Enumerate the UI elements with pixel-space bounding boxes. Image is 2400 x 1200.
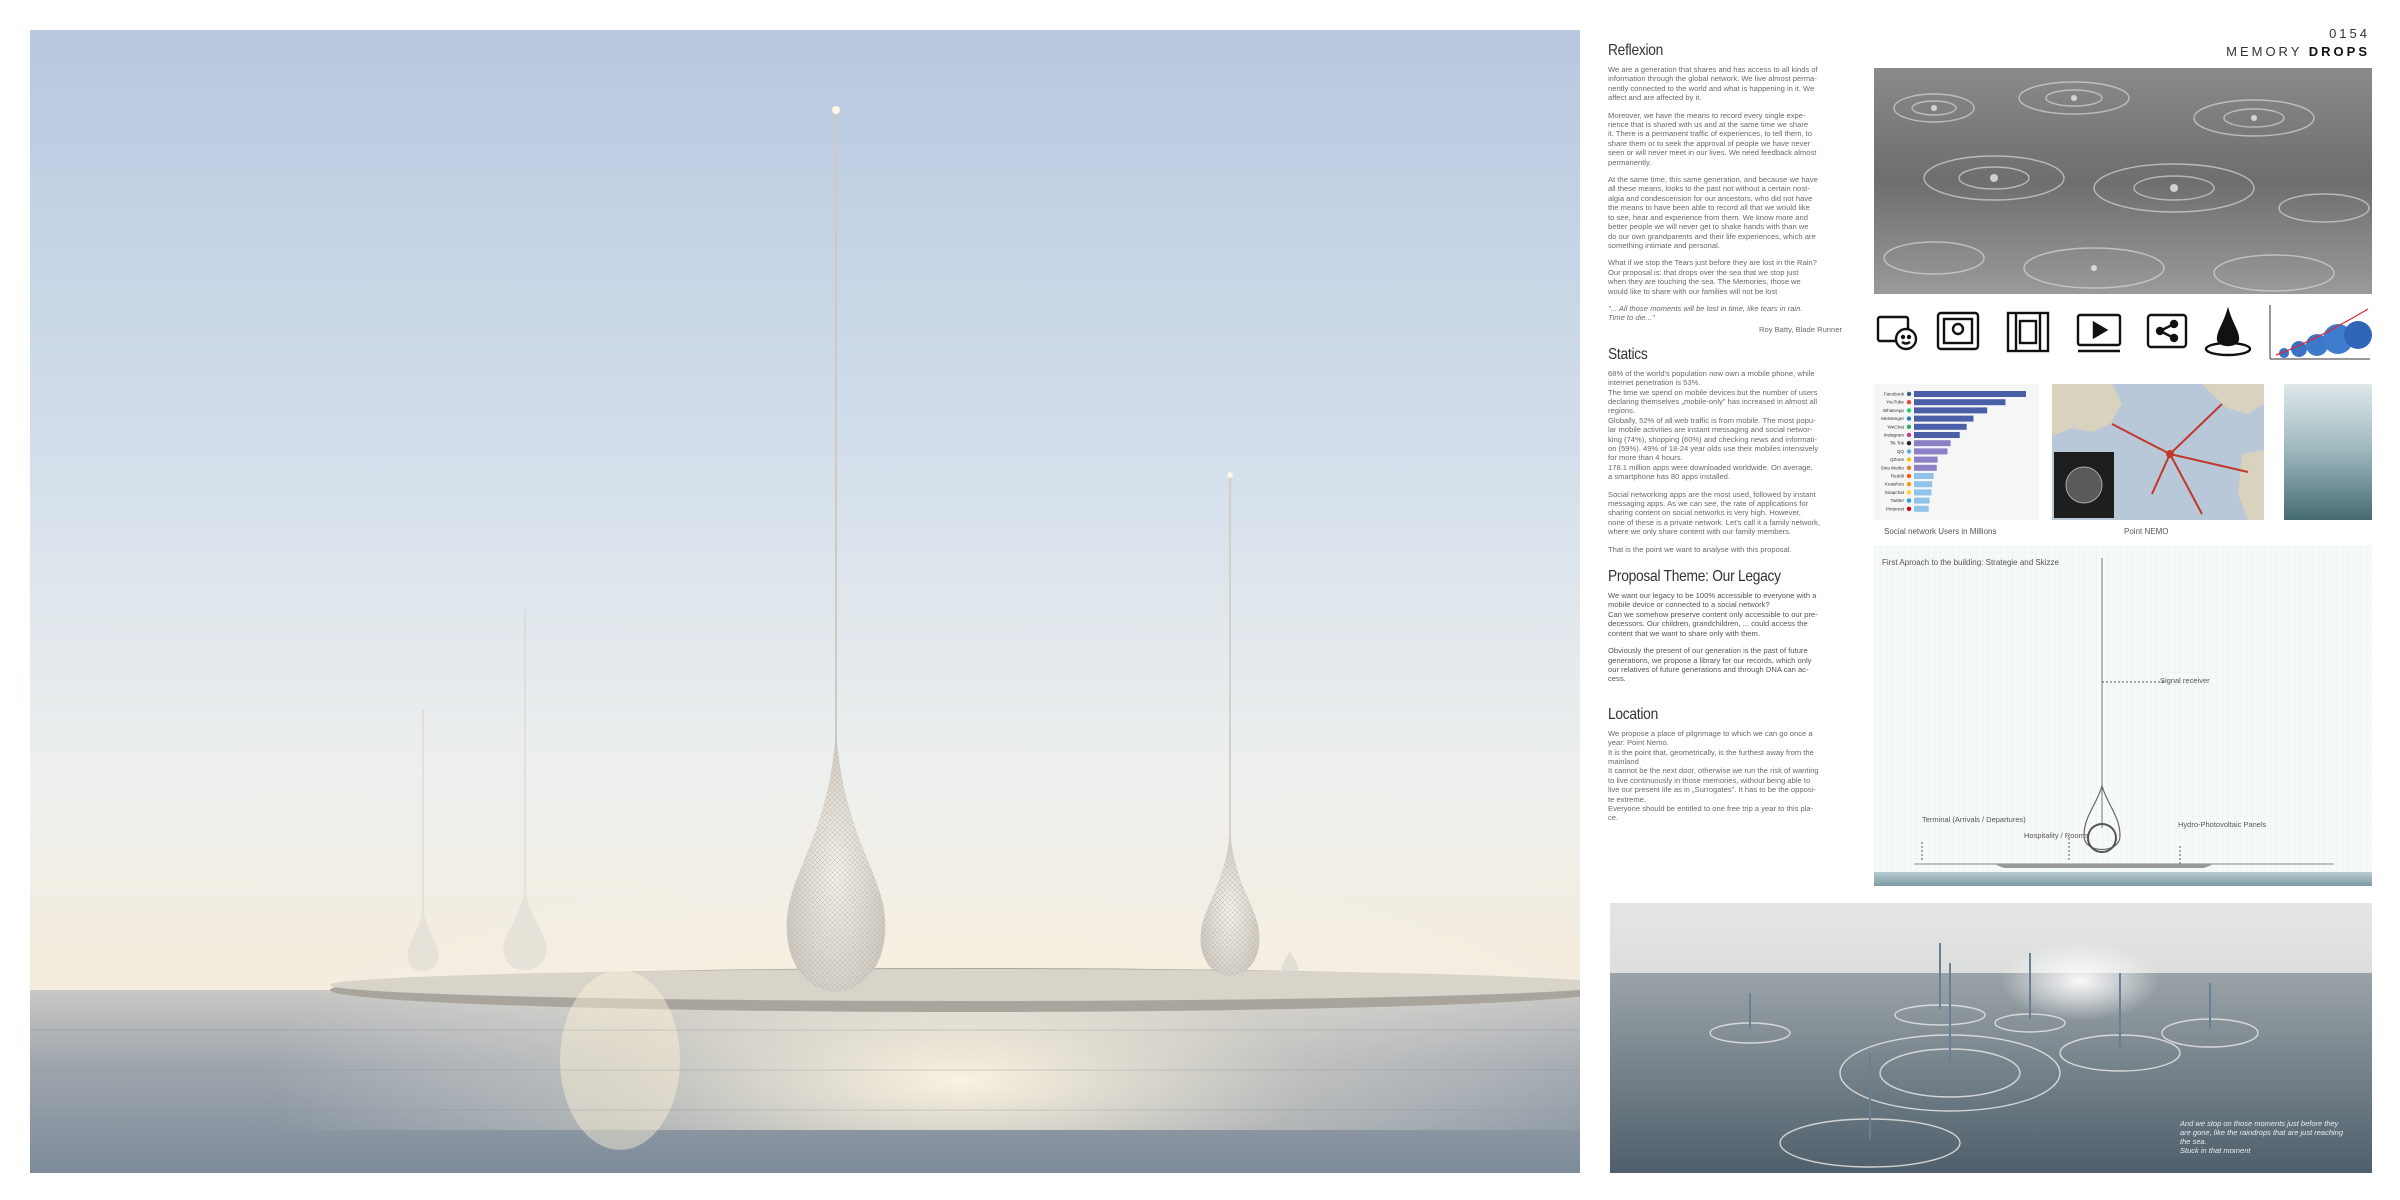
bar-logo-dot bbox=[1907, 490, 1911, 494]
globe-growth-chart-icon bbox=[2270, 305, 2372, 359]
bar-logo-dot bbox=[1907, 498, 1911, 502]
title-bold: DROPS bbox=[2308, 44, 2370, 59]
bar bbox=[1914, 457, 1938, 463]
bottom-render-caption: And we stop on those moments just before they are gone, like the raindrops that are just reaching the sea. Stuck in that moment bbox=[2180, 1119, 2344, 1155]
theme-p2: Obviously the present of our generation is the past of future generations, we propose a library for our records, which only our relatives of future generations and through DNA can ac- cess. bbox=[1608, 646, 1812, 684]
statics-p2: Social networking apps are the most used, followed by instant messaging apps. As we can see, the rate of applications for sharing content on social networks is very high. However, none of these is a private network. Let's call it a family network, where we only share content with our family members. bbox=[1608, 489, 1821, 537]
bar-label: QQ bbox=[1896, 448, 1904, 454]
reflexion-p1: We are a generation that shares and has access to all kinds of information through the global network. We live almost perma- nently connected to the world and what is happening in it. We affect and are affected by it. bbox=[1608, 65, 1818, 103]
bar bbox=[1914, 448, 1947, 454]
hero-render-image bbox=[30, 30, 1580, 1173]
bar bbox=[1914, 432, 1960, 438]
bar bbox=[1914, 489, 1931, 495]
statics-heading: Statics bbox=[1608, 345, 1648, 363]
bar bbox=[1914, 465, 1937, 471]
bar bbox=[1914, 506, 1929, 512]
location-p1: We propose a place of pilgrimage to which we can go once a year: Point Nemo. It is the point that, geometrically, is the furthest away from the mainland It cannot be the next door, otherwise we run the risk of wanting to live continuously in those memories, without being able to live our present life as in „Surrogates". It has to be the opposi- te extreme. Everyone should be entitled to one free trip a year to this pla- ce. bbox=[1608, 728, 1819, 823]
project-number: 0154 bbox=[2329, 26, 2370, 41]
bar-logo-dot bbox=[1907, 457, 1911, 461]
section-title: First Aproach to the building: Strategie and Skizze bbox=[1882, 558, 2059, 567]
point-nemo-map bbox=[2052, 384, 2264, 520]
bar-label: Snapchat bbox=[1884, 489, 1904, 495]
bar-label: WeChat bbox=[1887, 424, 1904, 430]
bar-label: Reddit bbox=[1890, 473, 1904, 479]
bar-chart-svg bbox=[1874, 384, 2039, 520]
bar-label: Tik Tok bbox=[1889, 440, 1904, 446]
bar-logo-dot bbox=[1907, 400, 1911, 404]
bar-logo-dot bbox=[1907, 416, 1911, 420]
label-hospitality: Hospitality / Rooms bbox=[2024, 831, 2089, 840]
bar-logo-dot bbox=[1907, 425, 1911, 429]
bar-label: Sina Weibo bbox=[1880, 465, 1904, 471]
bar-logo-dot bbox=[1907, 392, 1911, 396]
bar bbox=[1914, 473, 1934, 479]
bar-logo-dot bbox=[1907, 441, 1911, 445]
statics-p3: That is the point we want to analyse with this proposal. bbox=[1608, 544, 1792, 554]
map-caption: Point NEMO bbox=[2124, 527, 2169, 536]
bar-logo-dot bbox=[1907, 408, 1911, 412]
film-strip-icon bbox=[2008, 313, 2048, 351]
photo-frame-icon bbox=[1938, 313, 1978, 349]
chart-caption: Social network Users in Millions bbox=[1884, 527, 1997, 536]
reflexion-quote: "... All those moments will be lost in time, like tears in rain. Time to die..." bbox=[1608, 303, 1803, 323]
aerial-render-image bbox=[1610, 903, 2372, 1173]
bar bbox=[1914, 399, 2005, 405]
bar-logo-dot bbox=[1907, 449, 1911, 453]
text-column bbox=[1608, 42, 1842, 831]
reflexion-heading: Reflexion bbox=[1608, 42, 1664, 59]
bar bbox=[1914, 440, 1951, 446]
bar-label: Instagram bbox=[1883, 432, 1904, 438]
bar bbox=[1914, 416, 1973, 422]
section-drawing bbox=[1874, 546, 2372, 886]
reflexion-p4: What if we stop the Tears just before they are lost in the Rain? Our proposal is: that drops over the sea that we stop just when they are touching the sea. The Memories, those we would like to share with our families will not be lost bbox=[1608, 258, 1817, 296]
reflexion-p3: At the same time, this same generation, and because we have all these means, looks to the past not without a certain nost- algia and condescension for our ancestors, who did not have the means to have been able to record all that we would like to see, hear and experience from them. We know more and better people we will never get to shake hands with than we do our own grandparents and their life experiences, which are something intimate and personal. bbox=[1608, 175, 1818, 250]
location-heading: Location bbox=[1608, 705, 1658, 723]
theme-p1: We want our legacy to be 100% accessible to everyone with a mobile device or connected to a social network? Can we somehow preserve content only accessible to our pre- decessors. Our children, grandchildren, ... could access the content that we want to share only with them. bbox=[1608, 591, 1818, 638]
bar-label: Kuaishou bbox=[1884, 481, 1904, 487]
label-panels: Hydro-Photovoltaic Panels bbox=[2178, 820, 2267, 829]
title-light: MEMORY bbox=[2226, 44, 2309, 59]
social-network-chart bbox=[1874, 384, 2039, 520]
bar-logo-dot bbox=[1907, 507, 1911, 511]
theme-heading: Proposal Theme: Our Legacy bbox=[1608, 568, 1781, 586]
label-terminal: Terminal (Arrivals / Departures) bbox=[1922, 815, 2026, 824]
emoji-photo-icon bbox=[1878, 317, 1916, 349]
bar-logo-dot bbox=[1907, 474, 1911, 478]
bar bbox=[1914, 407, 1987, 413]
bar bbox=[1914, 424, 1967, 430]
raindrops-photo bbox=[1874, 68, 2372, 294]
bar bbox=[1914, 481, 1932, 487]
water-drop-icon bbox=[2206, 311, 2250, 355]
bar-label: Messenger bbox=[1881, 416, 1904, 422]
bar-label: QZone bbox=[1889, 457, 1904, 463]
video-player-icon bbox=[2078, 315, 2120, 351]
bar-logo-dot bbox=[1907, 433, 1911, 437]
project-title bbox=[2226, 44, 2370, 59]
label-signal: Signal receiver bbox=[2160, 676, 2210, 685]
reflexion-p2: Moreover, we have the means to record every single expe- rience that is shared with us and at the same time we share it. There is a permanent traffic of experiences, to tell them, to share them or to seek the approval of people we have never seen or will never meet in our lives. We need feedback almost permanently. bbox=[1608, 110, 1817, 167]
quote-author: Roy Batty, Blade Runner bbox=[1758, 324, 1842, 334]
bar bbox=[1914, 498, 1930, 504]
bar-label: Twitter bbox=[1890, 498, 1904, 504]
fog-sea-photo bbox=[2284, 384, 2372, 520]
statics-p1: 68% of the world's population now own a mobile phone, while internet penetration is 53%. The time we spend on mobile devices but the number of users declaring themselves „mobile-only" has increased in almost all regions. Globally, 52% of all web traffic is from mobile. The most popu- lar mobile activities are instant messaging and social networ- king (74%), shopping (60%) and checking news and informati- on (59%). 49% of 18-24 year olds use their mobiles intensively for more than 4 hours. 178.1 million apps were downloaded worldwide. On average, a smartphone has 80 apps installed. bbox=[1608, 368, 1819, 482]
bar-label: WhatsApp bbox=[1882, 407, 1904, 413]
share-screen-icon bbox=[2148, 315, 2186, 347]
bar-logo-dot bbox=[1907, 482, 1911, 486]
bar-logo-dot bbox=[1907, 466, 1911, 470]
bar-label: Facebook bbox=[1883, 391, 1904, 397]
icon-row bbox=[1874, 303, 2372, 363]
bar bbox=[1914, 391, 2026, 397]
bar-label: YouTube bbox=[1885, 399, 1904, 405]
bar-label: Pinterest bbox=[1885, 506, 1904, 512]
